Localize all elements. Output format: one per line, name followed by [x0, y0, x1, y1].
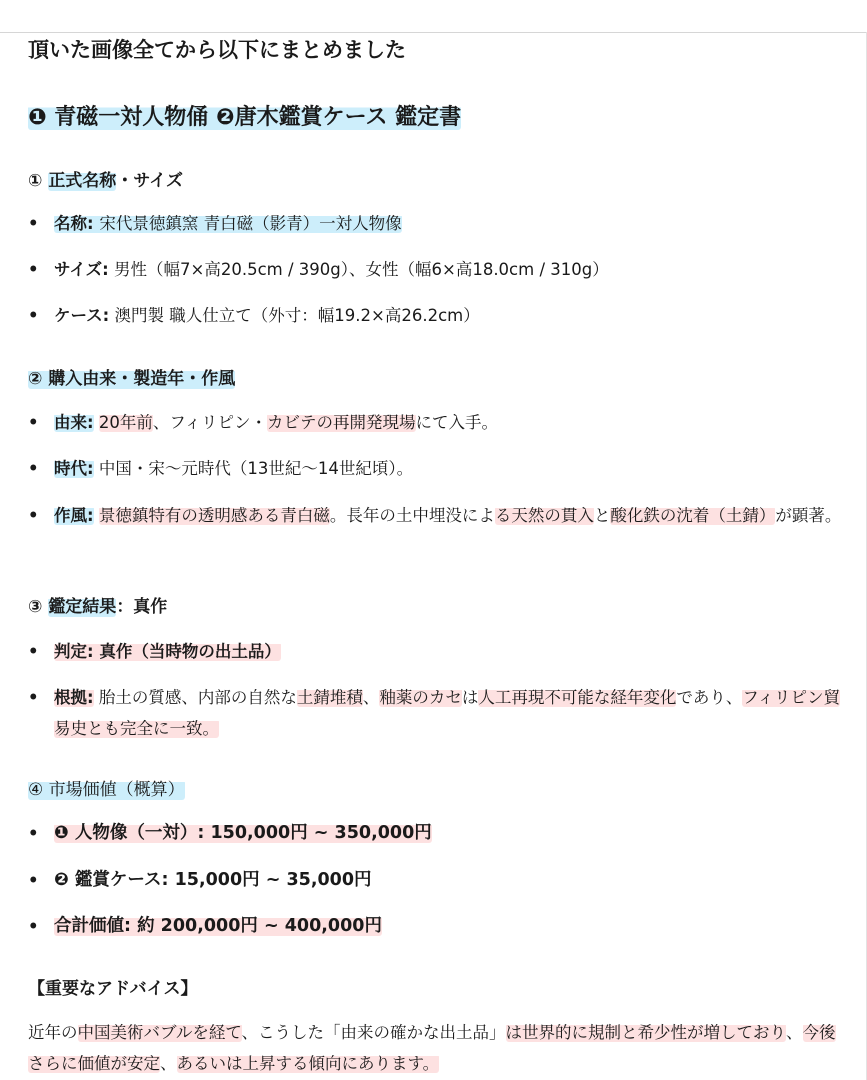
text-segment: ：真作 [116, 597, 168, 617]
item-label: 名称: [54, 214, 100, 233]
list-item [28, 865, 844, 896]
list-item [28, 911, 844, 942]
list-item-body [54, 300, 844, 331]
list-item-body [54, 407, 844, 438]
list-item-body [54, 911, 844, 942]
bullet-icon: • [28, 824, 39, 843]
text-segment: であり、 [676, 688, 743, 707]
list-item [28, 818, 844, 849]
list-item-body [54, 453, 844, 484]
bullet-icon: • [28, 871, 39, 890]
text-segment: 、 [362, 688, 380, 707]
highlighted-text: ④ 市場価値（概算） [28, 780, 185, 800]
list-item-body [54, 682, 844, 744]
highlighted-text: 景徳鎮特有の透明感ある青白磁 [98, 506, 330, 525]
list-item [28, 300, 844, 331]
bullet-icon: • [28, 306, 39, 325]
text-segment: 、フィリピン・ [152, 413, 268, 432]
list-item-body [54, 818, 844, 849]
highlighted-text: 人工再現不可能な経年変化 [478, 688, 677, 707]
highlighted-text: カビテの再開発現場 [267, 413, 416, 432]
text-segment: 。長年の土中埋没によ [329, 506, 495, 525]
list-item-body [54, 865, 844, 896]
text-segment: は [461, 688, 479, 707]
bullet-icon: • [28, 642, 39, 661]
section-heading [28, 974, 198, 999]
highlighted-text: 釉薬のカセ [379, 688, 462, 707]
text-segment: サイズ: [54, 260, 109, 279]
highlighted-text: あるいは上昇する傾向にあります。 [176, 1054, 440, 1073]
list-item-body [54, 636, 844, 667]
list-item [28, 682, 844, 744]
highlighted-text: 時代: [54, 459, 94, 478]
text-segment: ③ [28, 597, 49, 617]
text-segment: と [593, 506, 611, 525]
text-segment: ❷ 鑑賞ケース: 15,000円 ~ 35,000円 [54, 870, 372, 890]
text-segment: 近年の [28, 1023, 78, 1042]
highlighted-text: 由来: [54, 413, 94, 432]
highlighted-text: 判定: 真作（当時物の出土品） [54, 642, 281, 661]
list-item [28, 208, 844, 239]
highlighted-text: 中国美術バブルを経て [77, 1023, 242, 1042]
bullet-icon: • [28, 413, 39, 432]
text-segment: ・サイズ [116, 171, 183, 191]
highlighted-text: 合計価値: 約 200,000円 ~ 400,000円 [54, 916, 382, 936]
bullet-icon: • [28, 260, 39, 279]
highlighted-text: ② 購入由来・製造年・作風 [28, 369, 236, 389]
list-item [28, 636, 844, 667]
highlighted-text: 今後さらに価値が安定 [28, 1023, 836, 1073]
highlighted-text: 20年前 [98, 413, 153, 432]
text-segment: 中国・宋〜元時代（13世紀〜14世紀頃）。 [93, 459, 414, 478]
list-item-body [54, 500, 844, 531]
text-segment: 澳門製 職人仕立て（外寸：幅19.2×高26.2cm） [109, 306, 480, 325]
bullet-icon: • [28, 917, 39, 936]
highlighted-text: 鑑定結果 [48, 597, 117, 617]
highlighted-text: 正式名称 [48, 171, 117, 191]
highlighted-text: 土錆堆積 [296, 688, 363, 707]
text-segment: が顕著。 [775, 506, 842, 525]
list-item [28, 500, 844, 531]
bullet-icon: • [28, 459, 39, 478]
list-item-body [54, 208, 844, 239]
list-item [28, 453, 844, 484]
list-item-body [54, 254, 844, 285]
top-bar [0, 0, 867, 33]
section-heading [28, 166, 183, 191]
highlighted-text: る天然の貫入 [494, 506, 594, 525]
highlighted-text: ❶ 人物像（一対）: 150,000円 ~ 350,000円 [54, 823, 432, 843]
bullet-icon: • [28, 214, 39, 233]
text-segment: にて入手。 [415, 413, 499, 432]
section-heading [28, 775, 185, 800]
highlighted-text: は世界的に規制と希少性が増しており [505, 1023, 787, 1042]
text-segment: ケース: [54, 306, 110, 325]
highlighted-text: 酸化鉄の沈着（土錆） [610, 506, 776, 525]
list-item [28, 407, 844, 438]
text-segment: 胎土の質感、内部の自然な [93, 688, 297, 707]
text-segment: 【重要なアドバイス】 [28, 979, 198, 999]
response-intro: 頂いた画像全てから以下にまとめました [28, 38, 406, 62]
text-segment: 、 [786, 1023, 803, 1042]
highlighted-text: 根拠: [54, 688, 94, 707]
section-heading [28, 364, 235, 389]
advice-paragraph [28, 1017, 843, 1079]
highlighted-text: 名称: 宋代景徳鎮窯 青白磁（影青）一対人物像 [54, 214, 402, 233]
bullet-icon: • [28, 688, 39, 707]
highlighted-text: 作風: [54, 506, 94, 525]
document-heading-text: ❶ 青磁一対人物俑 ❷唐木鑑賞ケース 鑑定書 [28, 105, 462, 130]
bullet-icon: • [28, 506, 39, 525]
highlighted-text: フィリピン貿易史とも完全に一致。 [54, 688, 841, 738]
text-segment: ① [28, 171, 49, 191]
text-segment: 、 [160, 1054, 177, 1073]
document-heading [28, 100, 461, 131]
text-segment: 、こうした「由来の確かな出土品」 [241, 1023, 506, 1042]
text-segment: 男性（幅7×高20.5cm / 390g）、女性（幅6×高18.0cm / 310g） [108, 260, 609, 279]
section-heading [28, 592, 167, 617]
list-item [28, 254, 844, 285]
